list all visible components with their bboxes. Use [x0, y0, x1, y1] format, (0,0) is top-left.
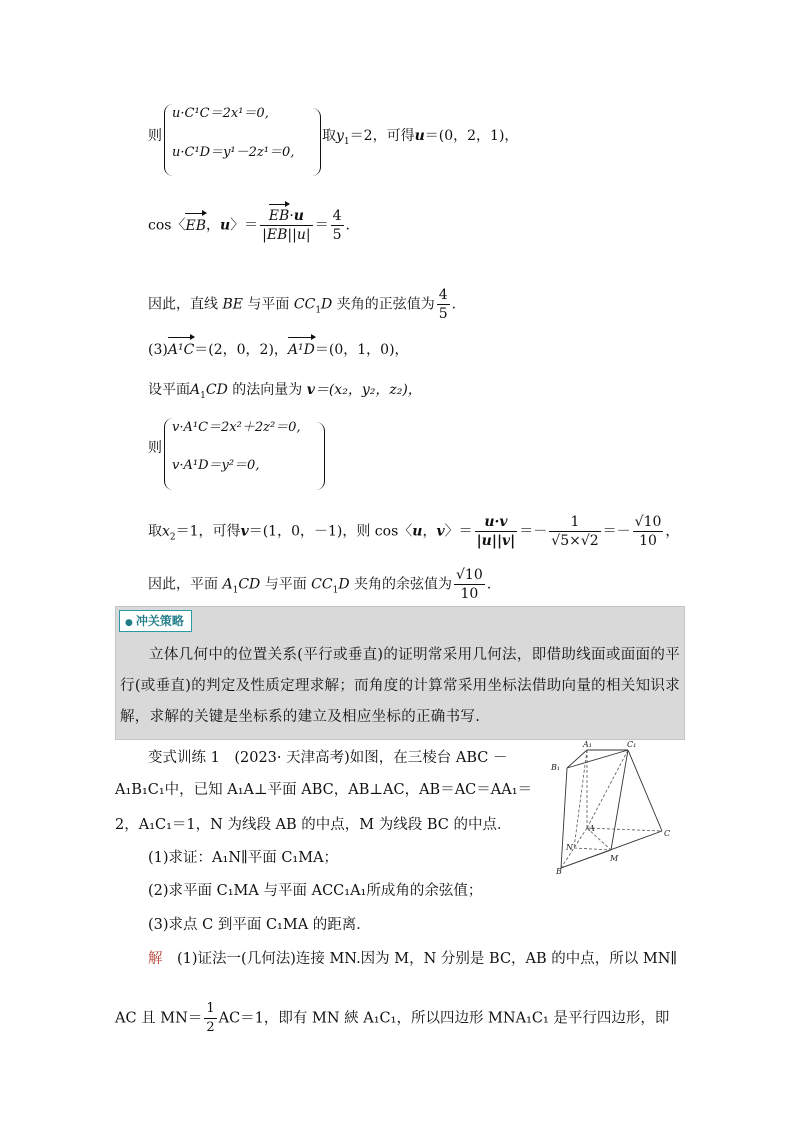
vector-eb: EB: [185, 217, 206, 234]
fraction-cosine-value: $\frac{√10}{10}$: [456, 567, 483, 602]
label-a: A: [589, 824, 595, 833]
vector-a1d: A¹D: [287, 342, 315, 358]
fraction-one-over-roots: $\frac{1}{√5\times√2}$: [551, 514, 599, 549]
label-b: B: [556, 867, 562, 875]
strategy-text: 立体几何中的位置关系(平行或垂直)的证明常采用几何法，即借助线面或面面的平行(或垂直)的判定及性质定理求解；而角度的计算常采用坐标法借助向量的相关知识求解，求解的关键是坐标系的建立及相应坐标的正确书写.: [120, 647, 680, 725]
cos-uv-line: 取$x_2=1$，可得v＝(1，0，－1)，则 cos〈u，v〉＝ $\frac{u\cdot v}{|u||v|}$ ＝－ $\frac{1}{√5\times√2}$ ＝－ $\frac{√10}{10}$ ，: [148, 514, 680, 549]
edge-c1c: [628, 750, 662, 831]
label-c: C: [664, 829, 671, 838]
cos-eb-u-line: cos〈EB，u〉＝ $\frac{EB\cdot u}{|EB||u|}$ ＝ $\frac{4}{5}$ .: [148, 208, 350, 243]
system-v-row2: v·A¹D＝y²＝0,: [172, 458, 260, 473]
system-u-row1: u·C¹C＝2x¹＝0,: [172, 106, 269, 121]
label-m: M: [610, 854, 619, 863]
strategy-tab-label: 冲关策略: [135, 614, 184, 628]
fraction-root10-over-10: $\frac{√10}{10}$: [634, 514, 662, 549]
right-brace-v: [316, 422, 325, 490]
label-n: N: [566, 843, 573, 852]
right-brace-u: [312, 108, 321, 176]
edge-ac1: [587, 750, 628, 828]
fraction-one-half: $\frac{1}{2}$: [206, 1001, 215, 1035]
edge-nm: [574, 848, 611, 850]
take-y1-line: 取$y_1=2$，可得u＝(0，2，1)，: [322, 128, 519, 147]
strategy-box: [115, 606, 685, 740]
edge-b1c1: [567, 750, 628, 768]
edge-bm: [561, 850, 611, 868]
conclusion-cosine: 因此，平面 $A_1CD$ 与平面 $CC_1D$ 夹角的余弦值为 $\frac{√10}{10}$ .: [148, 567, 492, 602]
edge-ac: [587, 828, 662, 831]
system-u-row2: u·C¹D＝y¹－2z¹＝0,: [172, 145, 295, 160]
ze-label-v: 则: [148, 440, 162, 456]
label-b1: B₁: [551, 763, 561, 772]
vector-a1c: A¹C: [167, 342, 195, 358]
frustum-figure: [545, 740, 680, 875]
edge-c1m: [611, 750, 628, 850]
strategy-tab: [119, 610, 192, 632]
exercise-line1: 变式训练 1 (2023· 天津高考)如图，在三棱台 ABC －: [148, 750, 508, 766]
fraction-sine-value: $\frac{4}{5}$: [438, 287, 448, 322]
fraction-eb-u: $\frac{EB\cdot u}{|EB||u|}$: [262, 208, 311, 243]
label-a1: A₁: [583, 740, 592, 749]
exercise-question2: (2)求平面 C₁MA 与平面 ACC₁A₁所成角的余弦值；: [148, 883, 483, 899]
ze-label-u: 则: [148, 128, 162, 144]
conclusion-sine: 因此，直线 BE 与平面 $CC_1D$ 夹角的正弦值为 $\frac{4}{5}$ .: [148, 287, 457, 322]
exercise-line2: A₁B₁C₁中，已知 A₁A⊥平面 ABC，AB⊥AC，AB＝AC＝AA₁＝: [115, 782, 533, 798]
part3-vectors: (3)A¹C＝(2，0，2)，A¹D＝(0，1，0)，: [148, 342, 409, 358]
fraction-uv: $\frac{u\cdot v}{|u||v|}$: [476, 514, 516, 549]
exercise-question1: (1)求证：A₁N∥平面 C₁MA；: [148, 850, 339, 866]
solution-label: 解: [148, 951, 163, 967]
system-v-row1: v·A¹C＝2x²＋2z²＝0,: [172, 420, 301, 435]
fraction-four-fifths: $\frac{4}{5}$: [332, 208, 342, 243]
solution-line1: 解 (1)证法一(几何法)连接 MN.因为 M，N 分别是 BC，AB 的中点，所以 MN∥: [148, 951, 678, 967]
exercise-question3: (3)求点 C 到平面 C₁MA 的距离．: [148, 917, 371, 933]
edge-a1n: [574, 750, 587, 848]
normal-vector-v: 设平面$A_1CD$ 的法向量为 v＝(x₂，y₂，z₂)，: [148, 382, 422, 401]
edge-b1b: [561, 768, 567, 868]
solution-line2: AC 且 MN＝ $\frac{1}{2}$ AC＝1，即有 MN 綊 A₁C₁，所以四边形 MNA₁C₁ 是平行四边形，即: [115, 1001, 670, 1035]
exercise-line3: 2，A₁C₁＝1，N 为线段 AB 的中点，M 为线段 BC 的中点．: [115, 817, 512, 833]
label-c1: C₁: [627, 740, 637, 749]
pin-icon: ●: [125, 618, 133, 628]
